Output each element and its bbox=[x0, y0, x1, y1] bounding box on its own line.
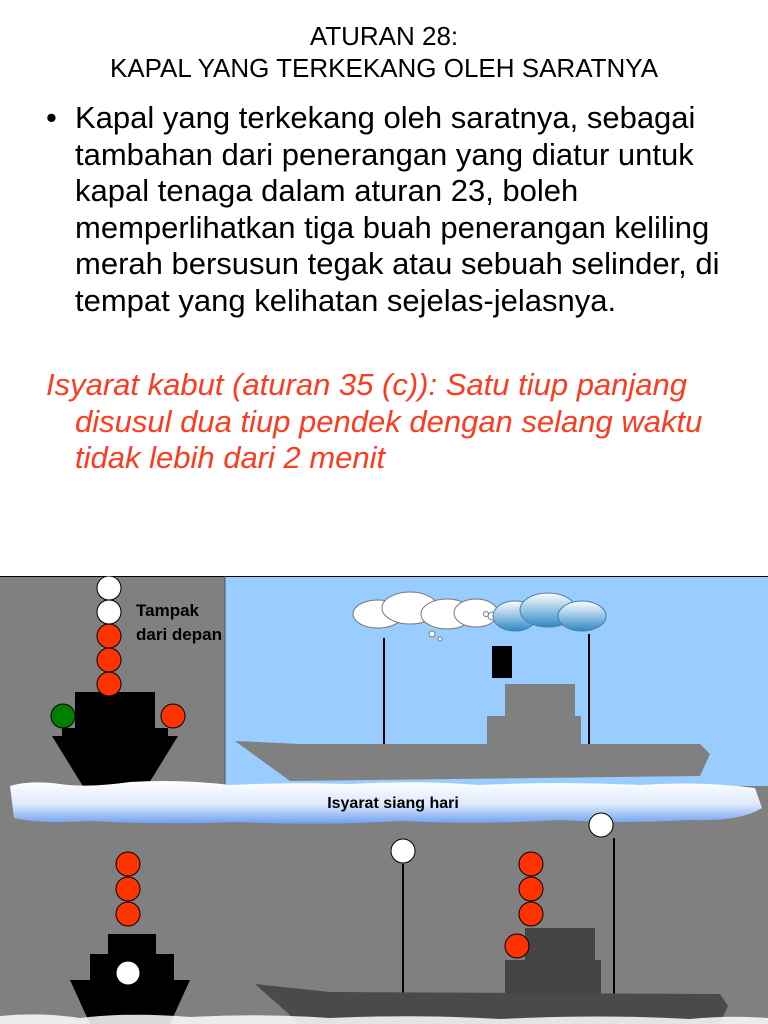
ship-lights-illustration bbox=[0, 576, 768, 1024]
red-light-side-2 bbox=[519, 877, 543, 901]
rule-bullet bbox=[46, 100, 746, 319]
front-view-label-line-1: Tampak bbox=[136, 601, 199, 620]
anchor-light-aft bbox=[589, 813, 613, 837]
red-light-2 bbox=[97, 648, 121, 672]
red-light-lower-3 bbox=[116, 902, 140, 926]
red-light-1 bbox=[97, 624, 121, 648]
masthead-light-lower bbox=[97, 600, 121, 624]
masthead-light-upper bbox=[97, 576, 121, 600]
red-light-3 bbox=[97, 672, 121, 696]
red-light-lower-1 bbox=[116, 852, 140, 876]
port-red-light bbox=[161, 704, 185, 728]
rule-text: Kapal yang terkekang oleh saratnya, sebagai tambahan dari penerangan yang diatur untuk kapal tenaga dalam aturan 23, boleh memperlihatkan tiga buah penerangan keliling merah bersusun tegak atau sebuah selinder, di tempat yang kelihatan sejelas-jelasnya. bbox=[75, 100, 720, 318]
starboard-green-light bbox=[51, 704, 75, 728]
day-signal-label: Isyarat siang hari bbox=[327, 795, 459, 812]
red-light-side-1 bbox=[519, 852, 543, 876]
red-light-side-3 bbox=[519, 902, 543, 926]
stern-white-light bbox=[116, 961, 140, 985]
sidelight-red bbox=[505, 934, 529, 958]
slide-title bbox=[0, 20, 768, 84]
day-signal-cylinder bbox=[492, 646, 512, 678]
fog-signal bbox=[46, 367, 746, 477]
slide-title-line-2: KAPAL YANG TERKEKANG OLEH SARATNYA bbox=[109, 53, 659, 83]
front-view-label-line-2: dari depan bbox=[136, 625, 222, 644]
anchor-light-forward bbox=[391, 839, 415, 863]
slide-title-line-1: ATURAN 28: bbox=[309, 21, 459, 51]
fog-signal-text: Isyarat kabut (aturan 35 (c)): Satu tiup panjang disusul dua tiup pendek dengan selang waktu tidak lebih dari 2 menit bbox=[46, 367, 703, 475]
red-light-lower-2 bbox=[116, 877, 140, 901]
bullet-dot: • bbox=[46, 100, 57, 135]
